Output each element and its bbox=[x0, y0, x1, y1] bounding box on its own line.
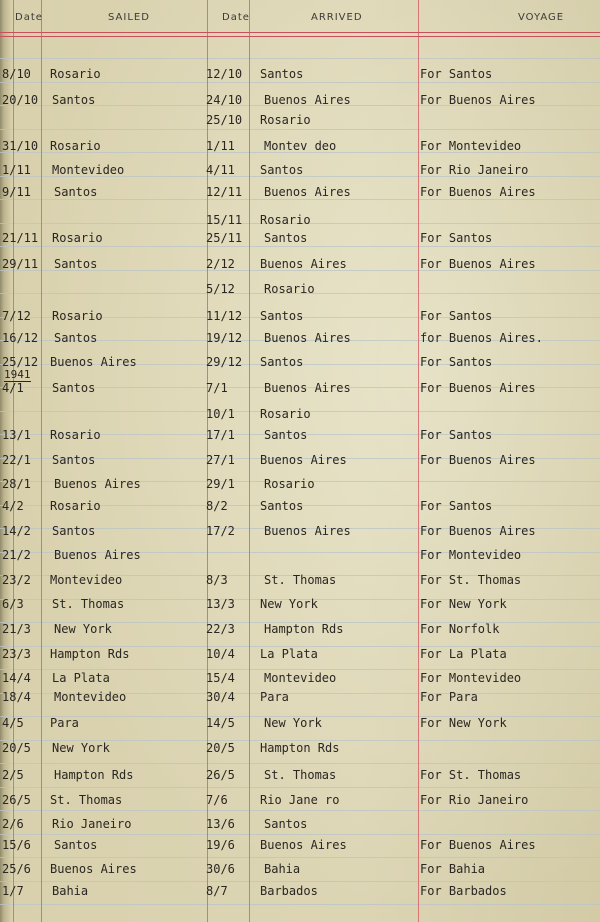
port-sailed-cell: St. Thomas bbox=[52, 597, 125, 611]
port-sailed-cell: Buenos Aires bbox=[50, 862, 137, 876]
header-date-sailed: Date bbox=[15, 12, 43, 23]
port-arrived-cell: Buenos Aires bbox=[260, 257, 347, 271]
voyage-cell: For New York bbox=[420, 716, 507, 730]
ruled-line bbox=[0, 246, 600, 247]
date-sailed-cell: 7/12 bbox=[2, 309, 31, 323]
date-sailed-cell: 4/2 bbox=[2, 499, 24, 513]
date-arrived-cell: 13/3 bbox=[206, 597, 235, 611]
port-arrived-cell: Santos bbox=[264, 231, 308, 245]
port-arrived-cell: Rosario bbox=[260, 407, 311, 421]
ruled-line bbox=[0, 199, 600, 200]
voyage-cell: For Barbados bbox=[420, 884, 507, 898]
date-sailed-cell: 20/5 bbox=[2, 741, 31, 755]
header-voyage: VOYAGE bbox=[518, 12, 565, 23]
date-sailed-cell: 1/7 bbox=[2, 884, 24, 898]
date-sailed-cell: 28/1 bbox=[2, 477, 31, 491]
header-arrived: ARRIVED bbox=[311, 12, 363, 23]
date-sailed-cell: 25/6 bbox=[2, 862, 31, 876]
date-sailed-cell: 29/11 bbox=[2, 257, 39, 271]
port-arrived-cell: Hampton Rds bbox=[264, 622, 344, 636]
date-arrived-cell: 25/10 bbox=[206, 113, 243, 127]
voyage-cell: For Para bbox=[420, 690, 478, 704]
port-arrived-cell: Rosario bbox=[260, 113, 311, 127]
port-arrived-cell: Montevideo bbox=[264, 671, 337, 685]
date-arrived-cell: 22/3 bbox=[206, 622, 235, 636]
port-arrived-cell: Santos bbox=[260, 67, 304, 81]
port-arrived-cell: Buenos Aires bbox=[264, 93, 351, 107]
port-sailed-cell: Santos bbox=[52, 93, 96, 107]
date-arrived-cell: 1/11 bbox=[206, 139, 235, 153]
ruled-line bbox=[0, 904, 600, 905]
date-sailed-cell: 2/6 bbox=[2, 817, 24, 831]
date-arrived-cell: 4/11 bbox=[206, 163, 235, 177]
date-arrived-cell: 12/10 bbox=[206, 67, 243, 81]
date-arrived-cell: 24/10 bbox=[206, 93, 243, 107]
port-arrived-cell: Bahia bbox=[264, 862, 301, 876]
date-sailed-cell: 21/2 bbox=[2, 548, 31, 562]
port-sailed-cell: Rosario bbox=[50, 67, 101, 81]
ruled-line bbox=[0, 810, 600, 811]
date-arrived-cell: 13/6 bbox=[206, 817, 235, 831]
port-sailed-cell: Bahia bbox=[52, 884, 89, 898]
port-sailed-cell: Montevideo bbox=[50, 573, 123, 587]
port-arrived-cell: Rosario bbox=[264, 477, 315, 491]
column-rule bbox=[418, 0, 419, 922]
port-arrived-cell: Buenos Aires bbox=[264, 524, 351, 538]
date-sailed-cell: 21/3 bbox=[2, 622, 31, 636]
port-sailed-cell: Rosario bbox=[50, 499, 101, 513]
port-sailed-cell: Rosario bbox=[52, 231, 103, 245]
date-arrived-cell: 17/2 bbox=[206, 524, 235, 538]
voyage-cell: For Montevideo bbox=[420, 139, 522, 153]
voyage-cell: For Buenos Aires bbox=[420, 453, 536, 467]
port-arrived-cell: Para bbox=[260, 690, 289, 704]
port-sailed-cell: Para bbox=[50, 716, 79, 730]
header-rule bbox=[0, 32, 600, 33]
date-sailed-cell: 2/5 bbox=[2, 768, 24, 782]
port-arrived-cell: New York bbox=[264, 716, 322, 730]
port-sailed-cell: New York bbox=[54, 622, 112, 636]
date-arrived-cell: 26/5 bbox=[206, 768, 235, 782]
date-arrived-cell: 12/11 bbox=[206, 185, 243, 199]
date-sailed-cell: 9/11 bbox=[2, 185, 31, 199]
port-arrived-cell: Rosario bbox=[260, 213, 311, 227]
port-sailed-cell: Santos bbox=[54, 257, 98, 271]
date-arrived-cell: 20/5 bbox=[206, 741, 235, 755]
port-arrived-cell: Santos bbox=[264, 817, 308, 831]
port-arrived-cell: Hampton Rds bbox=[260, 741, 340, 755]
port-arrived-cell: Buenos Aires bbox=[260, 453, 347, 467]
voyage-cell: For Santos bbox=[420, 231, 493, 245]
voyage-cell: For Santos bbox=[420, 309, 493, 323]
port-sailed-cell: Rosario bbox=[50, 139, 101, 153]
port-sailed-cell: Montevideo bbox=[54, 690, 127, 704]
date-arrived-cell: 29/12 bbox=[206, 355, 243, 369]
voyage-cell: For Buenos Aires bbox=[420, 93, 536, 107]
voyage-cell: For La Plata bbox=[420, 647, 507, 661]
date-arrived-cell: 11/12 bbox=[206, 309, 243, 323]
date-arrived-cell: 27/1 bbox=[206, 453, 235, 467]
port-arrived-cell: La Plata bbox=[260, 647, 318, 661]
port-arrived-cell: Barbados bbox=[260, 884, 318, 898]
date-arrived-cell: 19/12 bbox=[206, 331, 243, 345]
port-sailed-cell: Rosario bbox=[50, 428, 101, 442]
port-arrived-cell: New York bbox=[260, 597, 318, 611]
port-sailed-cell: Santos bbox=[54, 838, 98, 852]
ruled-line bbox=[0, 787, 600, 788]
port-sailed-cell: La Plata bbox=[52, 671, 110, 685]
date-sailed-cell: 13/1 bbox=[2, 428, 31, 442]
port-sailed-cell: Santos bbox=[52, 453, 96, 467]
ruled-line bbox=[0, 82, 600, 83]
port-sailed-cell: Buenos Aires bbox=[50, 355, 137, 369]
voyage-cell: For Buenos Aires bbox=[420, 838, 536, 852]
port-arrived-cell: Buenos Aires bbox=[264, 381, 351, 395]
date-sailed-cell: 14/2 bbox=[2, 524, 31, 538]
port-sailed-cell: Hampton Rds bbox=[54, 768, 134, 782]
port-sailed-cell: Santos bbox=[54, 331, 98, 345]
port-arrived-cell: Santos bbox=[260, 499, 304, 513]
date-arrived-cell: 8/2 bbox=[206, 499, 228, 513]
date-sailed-cell: 18/4 bbox=[2, 690, 31, 704]
voyage-cell: For Santos bbox=[420, 67, 493, 81]
date-sailed-cell: 21/11 bbox=[2, 231, 39, 245]
date-arrived-cell: 25/11 bbox=[206, 231, 243, 245]
voyage-cell: for Buenos Aires. bbox=[420, 331, 543, 345]
port-arrived-cell: Rosario bbox=[264, 282, 315, 296]
date-arrived-cell: 29/1 bbox=[206, 477, 235, 491]
ruled-line bbox=[0, 763, 600, 764]
port-sailed-cell: Buenos Aires bbox=[54, 477, 141, 491]
voyage-cell: For Rio Janeiro bbox=[420, 163, 529, 177]
date-sailed-cell: 23/2 bbox=[2, 573, 31, 587]
column-rule bbox=[41, 0, 42, 922]
voyage-cell: For Buenos Aires bbox=[420, 381, 536, 395]
date-sailed-cell: 16/12 bbox=[2, 331, 39, 345]
voyage-cell: For Buenos Aires bbox=[420, 257, 536, 271]
port-sailed-cell: Santos bbox=[52, 524, 96, 538]
date-sailed-cell: 31/10 bbox=[2, 139, 39, 153]
header-sailed: SAILED bbox=[108, 12, 150, 23]
voyage-cell: For Bahia bbox=[420, 862, 486, 876]
ruled-line bbox=[0, 58, 600, 59]
port-sailed-cell: Santos bbox=[52, 381, 96, 395]
date-arrived-cell: 2/12 bbox=[206, 257, 235, 271]
voyage-cell: For Santos bbox=[420, 355, 493, 369]
voyage-cell: For Buenos Aires bbox=[420, 524, 536, 538]
port-sailed-cell: Rio Janeiro bbox=[52, 817, 132, 831]
port-arrived-cell: Buenos Aires bbox=[260, 838, 347, 852]
date-arrived-cell: 15/11 bbox=[206, 213, 243, 227]
column-rule bbox=[249, 0, 250, 922]
voyage-cell: For St. Thomas bbox=[420, 768, 522, 782]
port-sailed-cell: Montevideo bbox=[52, 163, 125, 177]
port-sailed-cell: Rosario bbox=[52, 309, 103, 323]
date-arrived-cell: 5/12 bbox=[206, 282, 235, 296]
date-arrived-cell: 10/1 bbox=[206, 407, 235, 421]
port-sailed-cell: New York bbox=[52, 741, 110, 755]
year-marker: 1941 bbox=[4, 368, 31, 381]
date-sailed-cell: 8/10 bbox=[2, 67, 31, 81]
date-sailed-cell: 25/12 bbox=[2, 355, 39, 369]
port-arrived-cell: Santos bbox=[260, 163, 304, 177]
voyage-cell: For Rio Janeiro bbox=[420, 793, 529, 807]
voyage-cell: For New York bbox=[420, 597, 507, 611]
port-sailed-cell: St. Thomas bbox=[50, 793, 123, 807]
port-sailed-cell: Buenos Aires bbox=[54, 548, 141, 562]
port-sailed-cell: Hampton Rds bbox=[50, 647, 130, 661]
port-sailed-cell: Santos bbox=[54, 185, 98, 199]
port-arrived-cell: Buenos Aires bbox=[264, 185, 351, 199]
port-arrived-cell: Rio Jane ro bbox=[260, 793, 340, 807]
date-sailed-cell: 6/3 bbox=[2, 597, 24, 611]
date-arrived-cell: 30/6 bbox=[206, 862, 235, 876]
port-arrived-cell: Santos bbox=[260, 355, 304, 369]
date-sailed-cell: 14/4 bbox=[2, 671, 31, 685]
date-arrived-cell: 7/6 bbox=[206, 793, 228, 807]
date-arrived-cell: 30/4 bbox=[206, 690, 235, 704]
ruled-line bbox=[0, 881, 600, 882]
date-arrived-cell: 7/1 bbox=[206, 381, 228, 395]
date-sailed-cell: 4/1 bbox=[2, 381, 24, 395]
port-arrived-cell: St. Thomas bbox=[264, 768, 337, 782]
date-arrived-cell: 15/4 bbox=[206, 671, 235, 685]
date-sailed-cell: 22/1 bbox=[2, 453, 31, 467]
header-date-arrived: Date bbox=[222, 12, 250, 23]
date-arrived-cell: 19/6 bbox=[206, 838, 235, 852]
date-sailed-cell: 23/3 bbox=[2, 647, 31, 661]
voyage-cell: For Montevideo bbox=[420, 671, 522, 685]
date-sailed-cell: 4/5 bbox=[2, 716, 24, 730]
ruled-line bbox=[0, 129, 600, 130]
ruled-line bbox=[0, 669, 600, 670]
voyage-cell: For St. Thomas bbox=[420, 573, 522, 587]
date-arrived-cell: 10/4 bbox=[206, 647, 235, 661]
date-arrived-cell: 8/7 bbox=[206, 884, 228, 898]
port-arrived-cell: Santos bbox=[260, 309, 304, 323]
ruled-line bbox=[0, 857, 600, 858]
port-arrived-cell: Buenos Aires bbox=[264, 331, 351, 345]
voyage-cell: For Norfolk bbox=[420, 622, 500, 636]
date-sailed-cell: 26/5 bbox=[2, 793, 31, 807]
voyage-cell: For Santos bbox=[420, 428, 493, 442]
date-sailed-cell: 20/10 bbox=[2, 93, 39, 107]
port-arrived-cell: St. Thomas bbox=[264, 573, 337, 587]
header-rule bbox=[0, 36, 600, 37]
date-arrived-cell: 17/1 bbox=[206, 428, 235, 442]
voyage-cell: For Buenos Aires bbox=[420, 185, 536, 199]
date-arrived-cell: 14/5 bbox=[206, 716, 235, 730]
port-arrived-cell: Montev deo bbox=[264, 139, 337, 153]
date-sailed-cell: 1/11 bbox=[2, 163, 31, 177]
ruled-line bbox=[0, 834, 600, 835]
voyage-cell: For Montevideo bbox=[420, 548, 522, 562]
date-arrived-cell: 8/3 bbox=[206, 573, 228, 587]
port-arrived-cell: Santos bbox=[264, 428, 308, 442]
voyage-cell: For Santos bbox=[420, 499, 493, 513]
date-sailed-cell: 15/6 bbox=[2, 838, 31, 852]
